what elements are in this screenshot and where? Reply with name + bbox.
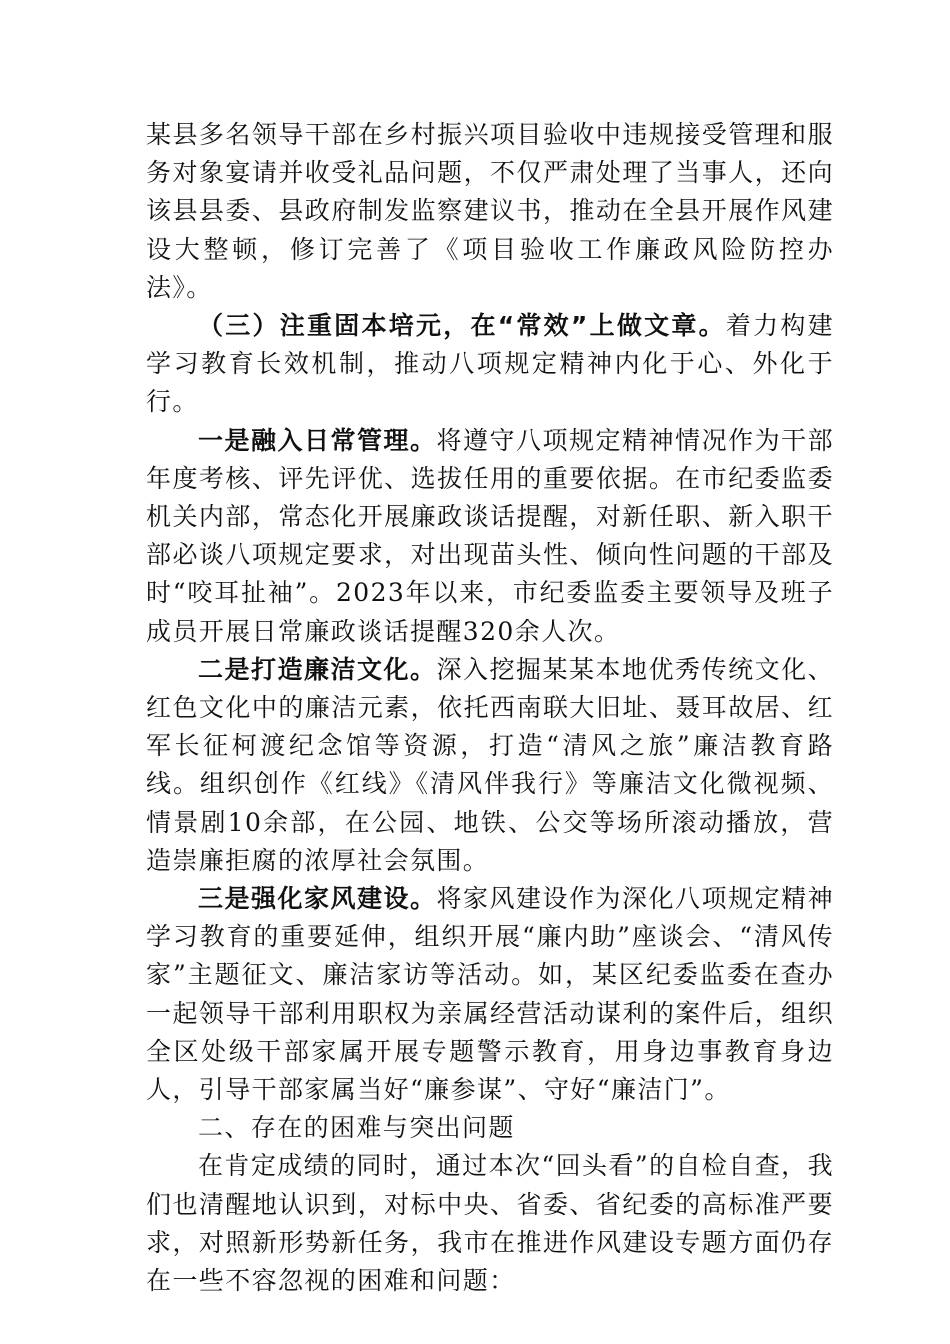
paragraph-project-acceptance	[146, 116, 834, 307]
heading-text: 二、存在的困难与突出问题	[198, 1113, 515, 1143]
paragraph-text: 着力构建学习教育长效机制，推动八项规定精神内化于心、外化于行。	[146, 311, 834, 417]
point-three-lead: 三是强化家风建设。	[198, 884, 437, 914]
paragraph-text: 某县多名领导干部在乡村振兴项目验收中违规接受管理和服务对象宴请并收受礼品问题，不仅严肃处理了当事人，还向该县县委、县政府制发监察建议书，推动在全县开展作风建设大整顿，修订完善了《项目验收工作廉政风险防控办法》。	[146, 120, 834, 302]
paragraph-integrity-culture	[146, 651, 834, 880]
paragraph-text: 将家风建设作为深化八项规定精神学习教育的重要延伸，组织开展“廉内助”座谈会、“清风传家”主题征文、廉洁家访等活动。如，某区纪委监委在查办一起领导干部利用职权为亲属经营活动谋利的案件后，组织全区处级干部家属开展专题警示教育，用身边事教育身边人，引导干部家属当好“廉参谋”、守好“廉洁门”。	[146, 884, 834, 1105]
paragraph-text: 在肯定成绩的同时，通过本次“回头看”的自检自查，我们也清醒地认识到，对标中央、省委、省纪委的高标准严要求，对照新形势新任务，我市在推进作风建设专题方面仍存在一些不容忽视的困难和问题：	[146, 1151, 834, 1296]
paragraph-problems-intro	[146, 1147, 834, 1300]
document-page	[146, 116, 834, 1300]
section-heading-problems	[146, 1109, 834, 1147]
paragraph-section-three	[146, 307, 834, 422]
point-one-lead: 一是融入日常管理。	[198, 425, 437, 455]
paragraph-text: 深入挖掘某某本地优秀传统文化、红色文化中的廉洁元素，依托西南联大旧址、聂耳故居、红军长征柯渡纪念馆等资源，打造“清风之旅”廉洁教育路线。组织创作《红线》《清风伴我行》等廉洁文化微视频、情景剧10余部，在公园、地铁、公交等场所滚动播放，营造崇廉拒腐的浓厚社会氛围。	[146, 654, 834, 875]
paragraph-text: 将遵守八项规定精神情况作为干部年度考核、评先评优、选拔任用的重要依据。在市纪委监委机关内部，常态化开展廉政谈话提醒，对新任职、新入职干部必谈八项规定要求，对出现苗头性、倾向性问题的干部及时“咬耳扯袖”。2023年以来，市纪委监委主要领导及班子成员开展日常廉政谈话提醒320余人次。	[146, 425, 834, 646]
paragraph-daily-management	[146, 422, 834, 651]
paragraph-family-tradition	[146, 880, 834, 1109]
point-two-lead: 二是打造廉洁文化。	[198, 654, 437, 684]
section-three-heading: （三）注重固本培元，在“常效”上做文章。	[198, 311, 726, 341]
